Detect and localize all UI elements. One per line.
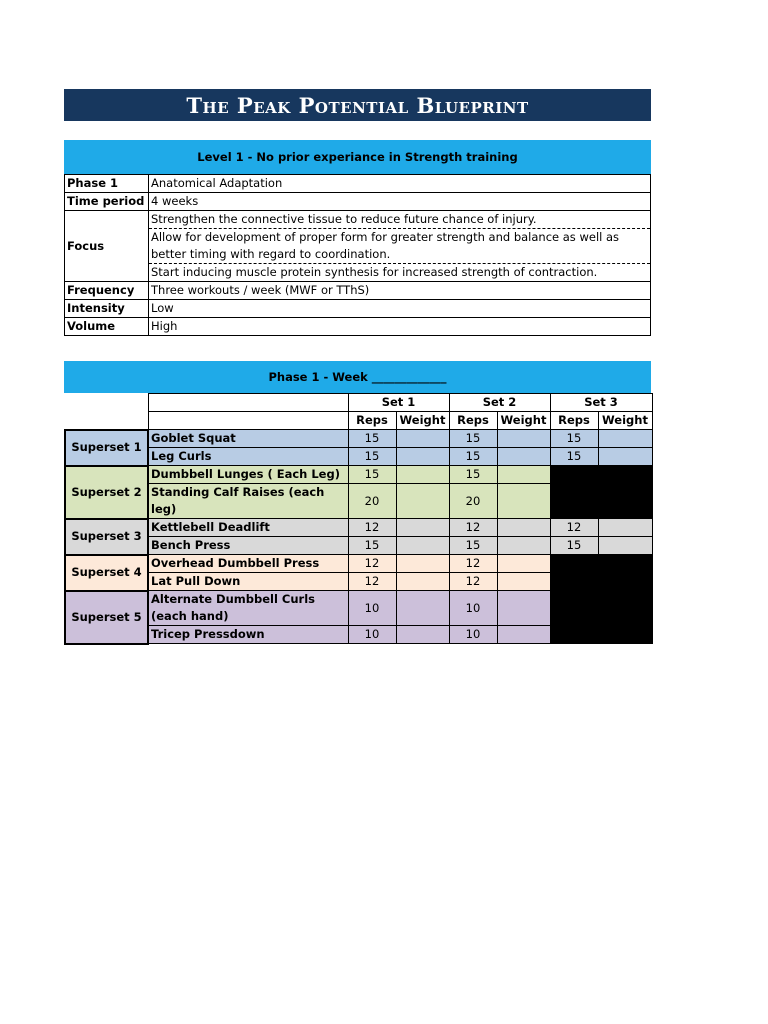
set-2-reps: 10 bbox=[449, 591, 497, 626]
set-1-reps: 15 bbox=[348, 537, 396, 555]
reps-header: Reps bbox=[550, 412, 598, 430]
superset-label: Superset 4 bbox=[65, 555, 148, 591]
intensity-label: Intensity bbox=[65, 300, 149, 318]
set-2-reps: 10 bbox=[449, 626, 497, 644]
set-1-reps: 12 bbox=[348, 555, 396, 573]
set-2-weight-input[interactable] bbox=[497, 519, 550, 537]
set-1-weight-input[interactable] bbox=[396, 555, 449, 573]
exercise-name: Overhead Dumbbell Press bbox=[148, 555, 348, 573]
set-3-weight-input[interactable] bbox=[598, 430, 652, 448]
set-2-weight-input[interactable] bbox=[497, 591, 550, 626]
set-2-reps: 12 bbox=[449, 519, 497, 537]
set-2-reps: 20 bbox=[449, 484, 497, 519]
table-row bbox=[65, 519, 652, 537]
weight-header: Weight bbox=[396, 412, 449, 430]
superset-label: Superset 1 bbox=[65, 430, 148, 466]
set-2-reps: 15 bbox=[449, 448, 497, 466]
set-2-reps: 15 bbox=[449, 537, 497, 555]
set-2-weight-input[interactable] bbox=[497, 626, 550, 644]
volume-label: Volume bbox=[65, 318, 149, 336]
empty-cell bbox=[148, 412, 348, 430]
set-2-header: Set 2 bbox=[449, 394, 550, 412]
phase-info-table bbox=[64, 174, 651, 336]
set-1-reps: 15 bbox=[348, 448, 396, 466]
blocked-cell bbox=[550, 555, 652, 644]
set-2-reps: 15 bbox=[449, 466, 497, 484]
set-2-weight-input[interactable] bbox=[497, 484, 550, 519]
set-2-weight-input[interactable] bbox=[497, 537, 550, 555]
set-1-weight-input[interactable] bbox=[396, 484, 449, 519]
set-1-weight-input[interactable] bbox=[396, 430, 449, 448]
focus-item: Strengthen the connective tissue to reduce future chance of injury. bbox=[149, 211, 651, 229]
set-1-reps: 10 bbox=[348, 591, 396, 626]
table-row bbox=[65, 555, 652, 573]
level-banner: Level 1 - No prior experiance in Strength training bbox=[64, 140, 651, 174]
exercise-name: Kettlebell Deadlift bbox=[148, 519, 348, 537]
weight-header: Weight bbox=[497, 412, 550, 430]
empty-cell bbox=[65, 394, 148, 412]
volume-value: High bbox=[149, 318, 651, 336]
set-2-reps: 12 bbox=[449, 555, 497, 573]
time-period-value: 4 weeks bbox=[149, 193, 651, 211]
exercise-name: Goblet Squat bbox=[148, 430, 348, 448]
set-1-reps: 12 bbox=[348, 519, 396, 537]
set-1-weight-input[interactable] bbox=[396, 537, 449, 555]
empty-cell bbox=[148, 394, 348, 412]
set-2-reps: 15 bbox=[449, 430, 497, 448]
set-1-reps: 20 bbox=[348, 484, 396, 519]
set-1-reps: 12 bbox=[348, 573, 396, 591]
set-2-weight-input[interactable] bbox=[497, 466, 550, 484]
set-3-weight-input[interactable] bbox=[598, 519, 652, 537]
weight-header: Weight bbox=[598, 412, 652, 430]
phase-week-banner: Phase 1 - Week _____________ bbox=[64, 361, 651, 393]
table-row bbox=[65, 466, 652, 484]
empty-cell bbox=[65, 412, 148, 430]
set-3-reps: 12 bbox=[550, 519, 598, 537]
set-1-weight-input[interactable] bbox=[396, 519, 449, 537]
set-3-header: Set 3 bbox=[550, 394, 652, 412]
info-row-volume bbox=[65, 318, 651, 336]
set-1-weight-input[interactable] bbox=[396, 626, 449, 644]
set-3-reps: 15 bbox=[550, 537, 598, 555]
reps-header: Reps bbox=[449, 412, 497, 430]
info-row-time-period bbox=[65, 193, 651, 211]
reps-header: Reps bbox=[348, 412, 396, 430]
set-1-weight-input[interactable] bbox=[396, 448, 449, 466]
exercise-name: Alternate Dumbbell Curls (each hand) bbox=[148, 591, 348, 626]
intensity-value: Low bbox=[149, 300, 651, 318]
set-1-weight-input[interactable] bbox=[396, 466, 449, 484]
frequency-value: Three workouts / week (MWF or TThS) bbox=[149, 282, 651, 300]
table-row bbox=[65, 430, 652, 448]
blocked-cell bbox=[550, 466, 652, 519]
set-1-weight-input[interactable] bbox=[396, 591, 449, 626]
time-period-label: Time period bbox=[65, 193, 149, 211]
set-3-weight-input[interactable] bbox=[598, 448, 652, 466]
set-3-weight-input[interactable] bbox=[598, 537, 652, 555]
superset-label: Superset 3 bbox=[65, 519, 148, 555]
info-row-focus-3 bbox=[65, 264, 651, 282]
set-header-row bbox=[65, 394, 652, 412]
set-1-reps: 15 bbox=[348, 466, 396, 484]
exercise-name: Tricep Pressdown bbox=[148, 626, 348, 644]
set-2-reps: 12 bbox=[449, 573, 497, 591]
set-3-reps: 15 bbox=[550, 448, 598, 466]
exercise-name: Lat Pull Down bbox=[148, 573, 348, 591]
set-2-weight-input[interactable] bbox=[497, 448, 550, 466]
exercise-name: Bench Press bbox=[148, 537, 348, 555]
column-header-row bbox=[65, 412, 652, 430]
set-2-weight-input[interactable] bbox=[497, 555, 550, 573]
document-title: The Peak Potential Blueprint bbox=[64, 89, 651, 121]
phase-label: Phase 1 bbox=[65, 175, 149, 193]
table-row bbox=[65, 448, 652, 466]
set-1-reps: 15 bbox=[348, 430, 396, 448]
focus-item: Start inducing muscle protein synthesis for increased strength of contraction. bbox=[149, 264, 651, 282]
info-row-focus bbox=[65, 211, 651, 229]
focus-label: Focus bbox=[65, 211, 149, 282]
table-row bbox=[65, 537, 652, 555]
set-2-weight-input[interactable] bbox=[497, 430, 550, 448]
info-row-focus-2 bbox=[65, 229, 651, 264]
phase-value: Anatomical Adaptation bbox=[149, 175, 651, 193]
set-1-header: Set 1 bbox=[348, 394, 449, 412]
focus-item: Allow for development of proper form for greater strength and balance as well as better timing with regard to coordination. bbox=[149, 229, 651, 264]
set-3-reps: 15 bbox=[550, 430, 598, 448]
frequency-label: Frequency bbox=[65, 282, 149, 300]
exercise-name: Leg Curls bbox=[148, 448, 348, 466]
set-2-weight-input[interactable] bbox=[497, 573, 550, 591]
info-row-frequency bbox=[65, 282, 651, 300]
exercise-name: Standing Calf Raises (each leg) bbox=[148, 484, 348, 519]
info-row-intensity bbox=[65, 300, 651, 318]
superset-label: Superset 5 bbox=[65, 591, 148, 644]
info-row-phase bbox=[65, 175, 651, 193]
workout-schedule-table bbox=[64, 393, 653, 645]
superset-label: Superset 2 bbox=[65, 466, 148, 519]
set-1-weight-input[interactable] bbox=[396, 573, 449, 591]
exercise-name: Dumbbell Lunges ( Each Leg) bbox=[148, 466, 348, 484]
set-1-reps: 10 bbox=[348, 626, 396, 644]
